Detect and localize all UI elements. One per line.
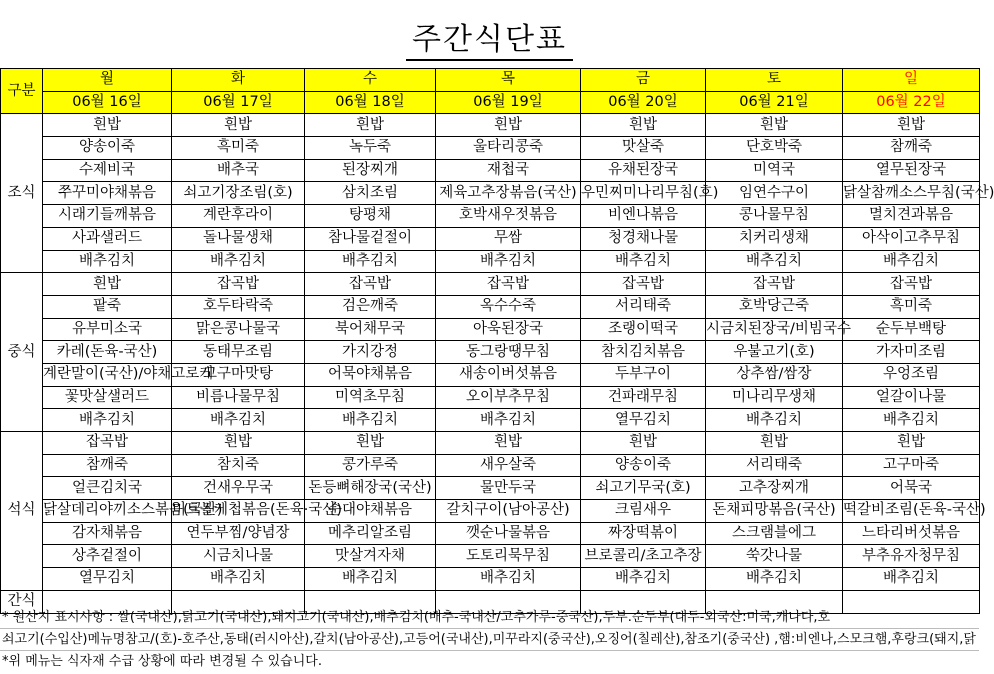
menu-item: 새송이버섯볶음: [436, 363, 581, 386]
menu-item: 잡곡밥: [305, 273, 436, 296]
menu-item: 흰밥: [172, 114, 305, 137]
origin-note-1: * 원산지 표시사항 : 쌀(국내산),닭고기(국내산),돼지고기(국내산),배추김치(배추-국내산/고추가루-중국산),두부.순두부(대두-외국산:미국,캐나다,호: [0, 607, 979, 629]
menu-item: 사과샐러드: [43, 227, 172, 250]
menu-item: 팥죽: [43, 295, 172, 318]
menu-item: 배추김치: [305, 568, 436, 591]
menu-item: 유부미소국: [43, 318, 172, 341]
day-header-5: 토: [706, 69, 843, 92]
menu-item: 크림새우: [581, 500, 706, 523]
menu-item: 가자미조림: [843, 341, 980, 364]
meal-row: [1, 295, 980, 318]
menu-item: 시금치나물: [172, 545, 305, 568]
day-header-row: [1, 69, 980, 92]
menu-item: 미트볼케첩볶음(돈육·국산): [172, 500, 305, 523]
meal-row: [1, 137, 980, 160]
menu-item: 잡곡밥: [843, 273, 980, 296]
menu-item: 맛살겨자채: [305, 545, 436, 568]
day-header-4: 금: [581, 69, 706, 92]
corner-label: 구분: [1, 69, 43, 114]
menu-item: 수제비국: [43, 159, 172, 182]
menu-item: 흰밥: [436, 114, 581, 137]
menu-item: 상추겉절이: [43, 545, 172, 568]
menu-item: 치커리생채: [706, 227, 843, 250]
menu-item: 흰밥: [581, 114, 706, 137]
menu-item: 제육고추장볶음(국산): [436, 182, 581, 205]
menu-item: 시래기들깨볶음: [43, 205, 172, 228]
date-header-2: 06월 18일: [305, 91, 436, 114]
menu-item: 배추김치: [436, 568, 581, 591]
menu-item: 옥수수죽: [436, 295, 581, 318]
menu-item: 배추김치: [172, 250, 305, 273]
menu-item: 재첩국: [436, 159, 581, 182]
menu-item: 청경채나물: [581, 227, 706, 250]
day-header-1: 화: [172, 69, 305, 92]
menu-table: [0, 68, 994, 614]
menu-item: 고구마죽: [843, 454, 980, 477]
menu-item: 호박새우젓볶음: [436, 205, 581, 228]
menu-item: 흰밥: [172, 432, 305, 455]
menu-item: 참치죽: [172, 454, 305, 477]
menu-item: 참깨죽: [43, 454, 172, 477]
meal-row: [1, 318, 980, 341]
menu-item: 건새우무국: [172, 477, 305, 500]
menu-item: 아삭이고추무침: [843, 227, 980, 250]
menu-item: 물만두국: [436, 477, 581, 500]
menu-item: 배추김치: [843, 568, 980, 591]
meal-row: [1, 159, 980, 182]
menu-item: 깻순나물볶음: [436, 522, 581, 545]
day-header-2: 수: [305, 69, 436, 92]
change-notice: *위 메뉴는 식자재 수급 상황에 따라 변경될 수 있습니다.: [2, 654, 322, 669]
menu-item: 배추김치: [436, 409, 581, 432]
menu-item: 돈채피망볶음(국산): [706, 500, 843, 523]
meal-row: [1, 454, 980, 477]
menu-item: 순두부백탕: [843, 318, 980, 341]
menu-item: 흰밥: [43, 273, 172, 296]
menu-item: 배추김치: [172, 409, 305, 432]
menu-item: 잡곡밥: [581, 273, 706, 296]
menu-item: 비름나물무침: [172, 386, 305, 409]
menu-item: 맑은콩나물국: [172, 318, 305, 341]
meal-row: [1, 182, 980, 205]
menu-item: 메추리알조림: [305, 522, 436, 545]
menu-item: 돌나물생채: [172, 227, 305, 250]
date-header-5: 06월 21일: [706, 91, 843, 114]
menu-item: 참깨죽: [843, 137, 980, 160]
meal-row: [1, 341, 980, 364]
menu-item: 연두부찜/양념장: [172, 522, 305, 545]
menu-item: 배추김치: [581, 250, 706, 273]
menu-item: 두부구이: [581, 363, 706, 386]
menu-item: 탕평채: [305, 205, 436, 228]
menu-item: 배추김치: [436, 250, 581, 273]
date-header-6: 06월 22일: [843, 91, 980, 114]
meal-label: 석식: [1, 432, 43, 591]
menu-item: 짜장떡볶이: [581, 522, 706, 545]
menu-item: 배추김치: [706, 250, 843, 273]
menu-item: 비엔나볶음: [581, 205, 706, 228]
date-header-3: 06월 19일: [436, 91, 581, 114]
meal-label: 중식: [1, 273, 43, 432]
menu-item: 흰밥: [706, 432, 843, 455]
menu-item: 미역국: [706, 159, 843, 182]
page-title: [0, 14, 979, 58]
menu-item: 카레(돈육-국산): [43, 341, 172, 364]
menu-item: 얼갈이나물: [843, 386, 980, 409]
title-row: [0, 0, 979, 68]
menu-item: 멸치견과볶음: [843, 205, 980, 228]
menu-item: 유채된장국: [581, 159, 706, 182]
menu-item: 열무된장국: [843, 159, 980, 182]
menu-item: 삼치조림: [305, 182, 436, 205]
menu-item: 배추김치: [305, 409, 436, 432]
menu-item: 배추국: [172, 159, 305, 182]
menu-item: 열무김치: [581, 409, 706, 432]
menu-item: 콩나물무침: [706, 205, 843, 228]
menu-item: 닭살데리야끼소스볶음(국산): [43, 500, 172, 523]
menu-item: 오이부추무침: [436, 386, 581, 409]
menu-item: 배추김치: [843, 409, 980, 432]
day-header-3: 목: [436, 69, 581, 92]
menu-item: 우민찌미나리무침(호): [581, 182, 706, 205]
menu-item: 가지강정: [305, 341, 436, 364]
menu-item: 서리태죽: [706, 454, 843, 477]
menu-item: 흑미죽: [843, 295, 980, 318]
menu-item: 녹두죽: [305, 137, 436, 160]
menu-item: 참치김치볶음: [581, 341, 706, 364]
menu-item: 느타리버섯볶음: [843, 522, 980, 545]
menu-item: 어묵국: [843, 477, 980, 500]
menu-item: 흰밥: [305, 432, 436, 455]
menu-item: 쑥갓나물: [706, 545, 843, 568]
menu-item: 상추쌈/쌈장: [706, 363, 843, 386]
notes: [0, 607, 979, 672]
menu-item: 고추장찌개: [706, 477, 843, 500]
menu-item: 흰밥: [843, 432, 980, 455]
menu-item: 꽃맛살샐러드: [43, 386, 172, 409]
page-title-text: 주간식단표: [406, 22, 573, 61]
meal-row: [1, 477, 980, 500]
menu-item: 동태무조림: [172, 341, 305, 364]
meal-row: [1, 205, 980, 228]
menu-item: 시금치된장국/비빔국수: [706, 318, 843, 341]
menu-item: 배추김치: [43, 250, 172, 273]
menu-item: 조랭이떡국: [581, 318, 706, 341]
date-header-1: 06월 17일: [172, 91, 305, 114]
menu-item: 쇠고기무국(호): [581, 477, 706, 500]
menu-item: 부추유자청무침: [843, 545, 980, 568]
menu-item: 갈치구이(남아공산): [436, 500, 581, 523]
menu-item: 건파래무침: [581, 386, 706, 409]
menu-item: 흰밥: [43, 114, 172, 137]
menu-item: 잡곡밥: [436, 273, 581, 296]
menu-item: 미역초무침: [305, 386, 436, 409]
date-header-row: [1, 91, 980, 114]
menu-item: 아욱된장국: [436, 318, 581, 341]
menu-item: 떡갈비조림(돈육-국산): [843, 500, 980, 523]
menu-item: 우불고기(호): [706, 341, 843, 364]
menu-item: 우엉조림: [843, 363, 980, 386]
menu-item: 참나물겉절이: [305, 227, 436, 250]
menu-item: 미나리무생채: [706, 386, 843, 409]
meal-row: [1, 273, 980, 296]
menu-item: 단호박죽: [706, 137, 843, 160]
day-header-0: 월: [43, 69, 172, 92]
menu-item: 북어채무국: [305, 318, 436, 341]
menu-item: 얼큰김치국: [43, 477, 172, 500]
date-header-4: 06월 20일: [581, 91, 706, 114]
menu-item: 무쌈: [436, 227, 581, 250]
menu-item: 쭈꾸미야채볶음: [43, 182, 172, 205]
menu-item: 흰밥: [436, 432, 581, 455]
menu-item: 새우살죽: [436, 454, 581, 477]
menu-item: 도토리묵무침: [436, 545, 581, 568]
meal-row: [1, 432, 980, 455]
menu-item: 배추김치: [843, 250, 980, 273]
menu-item: 흰밥: [305, 114, 436, 137]
menu-item: 배추김치: [706, 409, 843, 432]
menu-item: 배추김치: [172, 568, 305, 591]
menu-item: 임연수구이: [706, 182, 843, 205]
meal-row: [1, 500, 980, 523]
meal-row: [1, 545, 980, 568]
menu-item: 배추김치: [706, 568, 843, 591]
meal-row: [1, 114, 980, 137]
menu-item: 열무김치: [43, 568, 172, 591]
menu-item: 검은깨죽: [305, 295, 436, 318]
menu-item: 고구마맛탕: [172, 363, 305, 386]
menu-item: 계란말이(국산)/야채고로케: [43, 363, 172, 386]
menu-item: 양송이죽: [43, 137, 172, 160]
menu-item: 콩가루죽: [305, 454, 436, 477]
menu-item: 스크램블에그: [706, 522, 843, 545]
date-header-0: 06월 16일: [43, 91, 172, 114]
menu-item: 흰밥: [706, 114, 843, 137]
menu-item: 호두타락죽: [172, 295, 305, 318]
menu-item: 감자채볶음: [43, 522, 172, 545]
menu-item: 호박당근죽: [706, 295, 843, 318]
menu-item: 순대야채볶음: [305, 500, 436, 523]
meal-row: [1, 363, 980, 386]
menu-table-body: [1, 69, 994, 614]
menu-item: 된장찌개: [305, 159, 436, 182]
day-header-6: 일: [843, 69, 980, 92]
menu-item: 흰밥: [843, 114, 980, 137]
snack-label: 간식: [1, 590, 43, 613]
menu-item: 잡곡밥: [43, 432, 172, 455]
menu-item: 배추김치: [43, 409, 172, 432]
menu-item: 계란후라이: [172, 205, 305, 228]
meal-row: [1, 409, 980, 432]
meal-row: [1, 522, 980, 545]
menu-item: 배추김치: [305, 250, 436, 273]
menu-item: 맛살죽: [581, 137, 706, 160]
menu-item: 쇠고기장조림(호): [172, 182, 305, 205]
meal-label: 조식: [1, 114, 43, 273]
meal-row: [1, 227, 980, 250]
menu-item: 브로콜리/초고추장: [581, 545, 706, 568]
menu-item: 어묵야채볶음: [305, 363, 436, 386]
menu-item: 배추김치: [581, 568, 706, 591]
meal-row: [1, 568, 980, 591]
menu-item: 돈등뼈해장국(국산): [305, 477, 436, 500]
menu-item: 양송이죽: [581, 454, 706, 477]
meal-row: [1, 386, 980, 409]
menu-item: 울타리콩죽: [436, 137, 581, 160]
origin-note-2: 쇠고기(수입산)메뉴명참고/(호)-호주산,동태(러시아산),갈치(남아공산),고등어(국내산),미꾸라지(중국산),오징어(칠레산),참조기(중국산) ,햄:비엔나,스모크햄,후랑크(돼지,닭: [0, 629, 979, 651]
menu-item: 잡곡밥: [172, 273, 305, 296]
menu-item: 서리태죽: [581, 295, 706, 318]
menu-item: 흑미죽: [172, 137, 305, 160]
menu-item: 흰밥: [581, 432, 706, 455]
menu-item: 닭살참깨소스무침(국산): [843, 182, 980, 205]
meal-row: [1, 250, 980, 273]
menu-item: 동그랑땡무침: [436, 341, 581, 364]
menu-item: 잡곡밥: [706, 273, 843, 296]
